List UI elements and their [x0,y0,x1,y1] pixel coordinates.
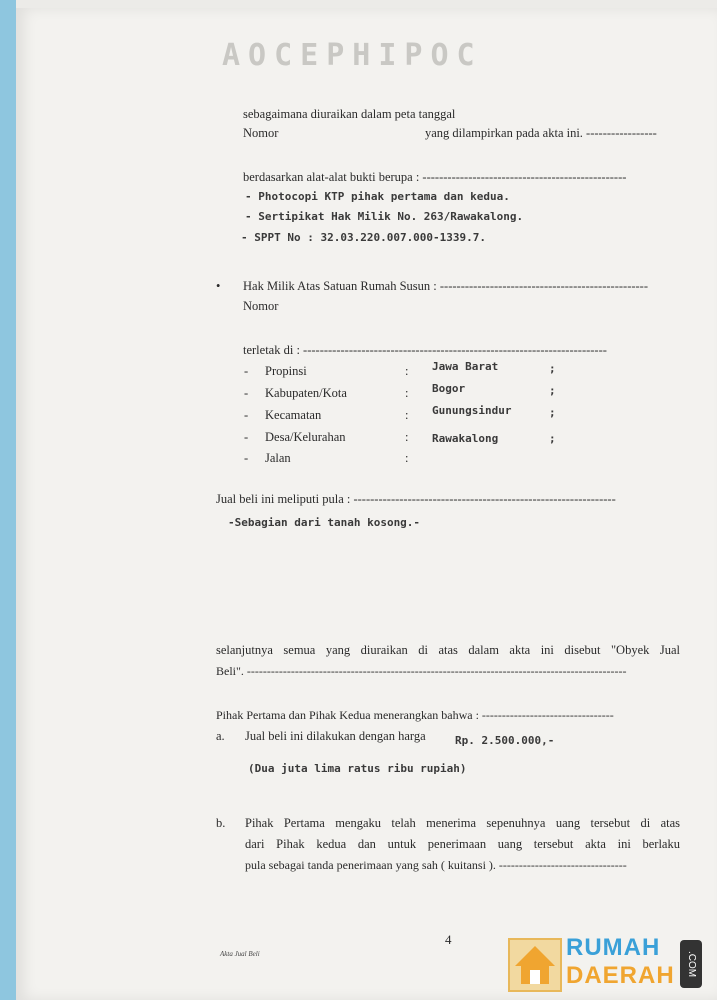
evidence-2: - Sertipikat Hak Milik No. 263/Rawakalong. [245,210,524,223]
hak-milik-line: Hak Milik Atas Satuan Rumah Susun : -------------------------------------------------- [243,279,649,293]
price-in-words: (Dua juta lima ratus ribu rupiah) [248,762,467,775]
bullet: • [216,279,221,293]
nomor-label: Nomor [243,126,279,140]
logo-text-2: DAERAH [566,962,675,989]
price-value: Rp. 2.500.000,- [455,734,555,747]
jual-beli-meliputi: Jual beli ini meliputi pula : --------------------------------------------------------------- [216,492,616,506]
house-icon [508,938,562,992]
item-b-line-3: pula sebagai tanda penerimaan yang sah ( kuitansi ). -------------------------------- [245,858,627,872]
item-a-text: Jual beli ini dilakukan dengan harga [245,729,426,743]
logo-text-1: RUMAH [566,934,661,961]
item-b-line-1: Pihak Pertama mengaku telah menerima sepenuhnya uang tersebut di atas [245,816,680,830]
logo-com: .COM [680,940,702,988]
pihak-line: Pihak Pertama dan Pihak Kedua menerangkan bahwa : --------------------------------- [216,708,614,722]
evidence-3: - SPPT No : 32.03.220.007.000-1339.7. [241,231,487,244]
watermark-logo [508,934,708,992]
item-a-marker: a. [216,729,225,743]
ghost-header: AOCEPHIPOC [222,38,483,73]
item-b-line-2: dari Pihak kedua dan untuk penerimaan uang tersebut akta ini berlaku [245,837,680,851]
selanjutnya-line-2: Beli". ----------------------------------------------------------------------------------------------- [216,664,627,678]
footer-label: Akta Jual Beli [220,950,260,958]
terletak-line: terletak di : ------------------------------------------------------------------------- [243,343,607,357]
blue-binding-edge [0,0,16,1000]
jual-beli-item: -Sebagian dari tanah kosong.- [228,516,421,529]
hak-milik-nomor: Nomor [243,299,279,313]
text-line-peta: sebagaimana diuraikan dalam peta tanggal [243,107,456,121]
document-page: AOCEPHIPOC sebagaimana diuraikan dalam peta tanggal Nomor yang dilampirkan pada akta ini. ----------------- berdasarkan alat-alat bukti berupa : ------------------------------------------------- - Photocopi KTP pihak pertama dan kedua. - Sertipikat Hak Milik No. 263/Rawakalong. - SPPT No : 32.03.220.007.000-1339.7. • Hak Milik Atas Satuan Rumah Susun : -------------------------------------------------- Nomor terletak di : ------------------------------------------------------------------------- - Propinsi : Jawa Barat ; - Kabupaten/Kota : Bogor ; - Kecamatan : Gunungsindur ; - Desa/Kelurahan : Rawakalong ; - Jalan : Jual beli ini meliputi pula : --------------------------------------------------------------- -Sebagian dari tanah kosong.- selanjutnya semua yang diuraikan di atas dalam akta ini disebut "Obyek Jual Beli". ----------------------------------------------------------------------------------------------- Pihak Pertama dan Pihak Kedua menerangkan bahwa : --------------------------------- a. Jual beli ini dilakukan dengan harga Rp. 2.500.000,- (Dua juta lima ratus ribu rupiah) b. Pihak Pertama mengaku telah menerima sepenuhnya uang tersebut di atas dari Pihak kedua dan untuk penerimaan uang tersebut akta ini berlaku pula sebagai tanda penerimaan yang sah ( kuitansi ). -------------------------------- 4 Akta Jual Beli RUMAH DAERAH .COM [0,0,717,1000]
text-line-bukti: berdasarkan alat-alat bukti berupa : ------------------------------------------------- [243,170,627,184]
page-number: 4 [445,932,452,947]
item-b-marker: b. [216,816,226,830]
selanjutnya-line-1: selanjutnya semua yang diuraikan di atas dalam akta ini disebut "Obyek Jual [216,643,680,657]
evidence-1: - Photocopi KTP pihak pertama dan kedua. [245,190,510,203]
text-line-lampir: yang dilampirkan pada akta ini. ----------------- [425,126,657,140]
